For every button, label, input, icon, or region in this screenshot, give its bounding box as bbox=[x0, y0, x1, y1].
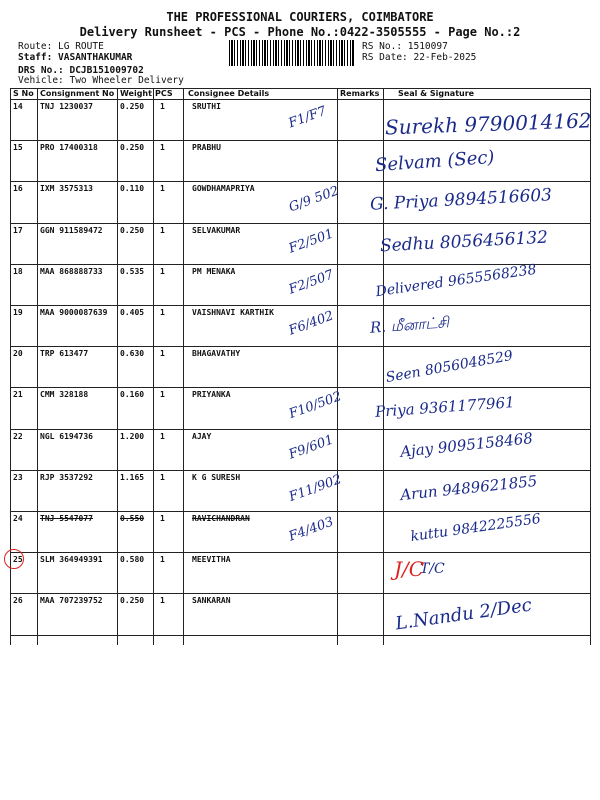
row-consignment-no: SLM 364949391 bbox=[40, 555, 103, 565]
row-signature-handwritten: R. மீனாட்சி bbox=[369, 313, 450, 337]
row-remark-handwritten: F9/601 bbox=[286, 432, 336, 463]
barcode bbox=[229, 40, 355, 66]
row-weight: 0.630 bbox=[120, 349, 145, 359]
row-consignee: BHAGAVATHY bbox=[192, 349, 241, 359]
table-rule bbox=[10, 305, 590, 306]
row-consignee: SRUTHI bbox=[192, 102, 221, 111]
row-remark-handwritten: F4/403 bbox=[286, 514, 336, 545]
row-pcs: 1 bbox=[160, 266, 165, 276]
col-header-pcs: PCS bbox=[155, 89, 173, 98]
red-handwritten-mark: J/C bbox=[394, 557, 425, 581]
row-signature-handwritten: Seen 8056048529 bbox=[384, 348, 515, 387]
row-weight: 0.250 bbox=[120, 102, 145, 111]
row-pcs: 1 bbox=[160, 102, 165, 111]
vehicle-label: Vehicle: Two Wheeler Delivery bbox=[18, 75, 184, 86]
row-sno: 15 bbox=[13, 143, 23, 153]
row-sno: 21 bbox=[13, 390, 23, 400]
col-header-remarks: Remarks bbox=[340, 89, 380, 98]
table-column-rule bbox=[590, 88, 591, 645]
row-remark-handwritten: F10/502 bbox=[287, 389, 344, 423]
row-sno: 16 bbox=[13, 184, 23, 194]
row-weight: 0.110 bbox=[120, 184, 145, 194]
company-title: THE PROFESSIONAL COURIERS, COIMBATORE bbox=[166, 10, 434, 24]
row-sno: 25 bbox=[13, 555, 23, 565]
row-pcs: 1 bbox=[160, 472, 165, 482]
row-sno: 14 bbox=[13, 102, 23, 111]
row-pcs: 1 bbox=[160, 390, 165, 400]
table-rule bbox=[10, 552, 590, 553]
row-consignment-no: MAA 707239752 bbox=[40, 596, 103, 606]
row-sno: 20 bbox=[13, 349, 23, 359]
row-signature-handwritten: T/C bbox=[420, 561, 445, 578]
row-weight: 0.160 bbox=[120, 390, 145, 400]
row-signature-handwritten: Surekh 9790014162 bbox=[384, 108, 592, 140]
row-consignee: PRABHU bbox=[192, 143, 221, 153]
table-column-rule bbox=[37, 88, 38, 645]
row-consignee: MEEVITHA bbox=[192, 555, 231, 565]
table-rule bbox=[10, 635, 590, 636]
row-consignment-no: IXM 3575313 bbox=[40, 184, 93, 194]
table-rule bbox=[10, 264, 590, 265]
rs-number: RS No.: 1510097 bbox=[362, 41, 448, 52]
row-remark-handwritten: G/9 502 bbox=[287, 183, 341, 216]
table-column-rule bbox=[337, 88, 338, 645]
row-signature-handwritten: Ajay 9095158468 bbox=[399, 428, 534, 461]
row-pcs: 1 bbox=[160, 596, 165, 606]
row-sno: 23 bbox=[13, 472, 23, 482]
row-consignment-no: PRO 17400318 bbox=[40, 143, 98, 153]
row-consignment-no: TRP 613477 bbox=[40, 349, 89, 359]
row-consignment-no: RJP 3537292 bbox=[40, 472, 93, 482]
row-pcs: 1 bbox=[160, 555, 165, 565]
row-weight: 0.250 bbox=[120, 143, 145, 153]
row-weight: 1.165 bbox=[120, 472, 145, 482]
row-signature-handwritten: Delivered 9655568238 bbox=[374, 261, 538, 301]
row-pcs: 1 bbox=[160, 308, 165, 317]
drs-number: DRS No.: DCJB151009702 bbox=[18, 65, 144, 76]
row-pcs: 1 bbox=[160, 431, 165, 441]
route-label: Route: LG ROUTE bbox=[18, 41, 104, 52]
row-signature-handwritten: Selvam (Sec) bbox=[374, 147, 496, 177]
row-consignee: AJAY bbox=[192, 431, 212, 441]
runsheet-subtitle: Delivery Runsheet - PCS - Phone No.:0422-3505555 - Page No.:2 bbox=[79, 25, 521, 39]
row-consignment-no: NGL 6194736 bbox=[40, 431, 93, 441]
row-remark-handwritten: F2/507 bbox=[286, 267, 336, 298]
row-remark-handwritten: F2/501 bbox=[286, 226, 336, 257]
col-header-sno: S No bbox=[13, 89, 34, 98]
row-pcs: 1 bbox=[160, 143, 165, 153]
row-consignment-no: MAA 9000087639 bbox=[40, 308, 108, 317]
row-pcs: 1 bbox=[160, 225, 165, 235]
table-column-rule bbox=[183, 88, 184, 645]
row-remark-handwritten: F11/902 bbox=[287, 471, 344, 505]
row-pcs: 1 bbox=[160, 514, 165, 523]
table-column-rule bbox=[153, 88, 154, 645]
row-weight: 0.405 bbox=[120, 308, 145, 317]
rs-date: RS Date: 22-Feb-2025 bbox=[362, 52, 477, 63]
row-consignee: K G SURESH bbox=[192, 472, 241, 482]
table-rule bbox=[10, 223, 590, 224]
row-remark-handwritten: F6/402 bbox=[286, 308, 336, 339]
table-rule bbox=[10, 429, 590, 430]
row-consignment-no: MAA 868888733 bbox=[40, 266, 103, 276]
col-header-consignee: Consignee Details bbox=[188, 89, 270, 98]
row-consignee: SELVAKUMAR bbox=[192, 225, 241, 235]
row-sno: 24 bbox=[13, 514, 23, 523]
row-pcs: 1 bbox=[160, 184, 165, 194]
row-consignee: PM MENAKA bbox=[192, 266, 236, 276]
row-consignment-no: CMM 328188 bbox=[40, 390, 89, 400]
row-signature-handwritten: G. Priya 9894516603 bbox=[369, 185, 553, 216]
row-consignee: VAISHNAVI KARTHIK bbox=[192, 308, 274, 317]
row-consignee: RAVICHANDRAN bbox=[192, 514, 250, 523]
row-consignee: PRIYANKA bbox=[192, 390, 231, 400]
table-rule bbox=[10, 346, 590, 347]
table-rule bbox=[10, 181, 590, 182]
table-rule bbox=[10, 99, 590, 100]
row-weight: 1.200 bbox=[120, 431, 145, 441]
table-rule bbox=[10, 140, 590, 141]
table-column-rule bbox=[117, 88, 118, 645]
table-rule bbox=[10, 470, 590, 471]
row-signature-handwritten: Priya 9361177961 bbox=[374, 393, 516, 422]
row-consignee: GOWDHAMAPRIYA bbox=[192, 184, 255, 194]
row-signature-handwritten: L.Nandu 2/Dec bbox=[394, 594, 534, 635]
row-signature-handwritten: Arun 9489621855 bbox=[399, 471, 539, 504]
row-signature-handwritten: Sedhu 8056456132 bbox=[379, 227, 549, 256]
table-rule bbox=[10, 593, 590, 594]
row-sno: 26 bbox=[13, 596, 23, 606]
table-rule bbox=[10, 511, 590, 512]
row-signature-handwritten: kuttu 9842225556 bbox=[409, 510, 542, 546]
row-sno: 19 bbox=[13, 308, 23, 317]
staff-label: Staff: VASANTHAKUMAR bbox=[18, 52, 133, 63]
row-weight: 0.550 bbox=[120, 514, 145, 523]
row-weight: 0.250 bbox=[120, 225, 145, 235]
row-sno: 18 bbox=[13, 266, 23, 276]
row-sno: 17 bbox=[13, 225, 23, 235]
row-consignee: SANKARAN bbox=[192, 596, 231, 606]
row-weight: 0.535 bbox=[120, 266, 145, 276]
col-header-consignment: Consignment No bbox=[40, 89, 115, 98]
table-rule bbox=[10, 387, 590, 388]
row-weight: 0.250 bbox=[120, 596, 145, 606]
red-circle-mark bbox=[4, 549, 24, 569]
row-remark-handwritten: F1/F7 bbox=[286, 103, 329, 132]
row-consignment-no: TNJ 1230037 bbox=[40, 102, 93, 111]
col-header-seal: Seal & Signature bbox=[398, 89, 475, 98]
row-consignment-no: GGN 911589472 bbox=[40, 225, 103, 235]
row-weight: 0.580 bbox=[120, 555, 145, 565]
row-pcs: 1 bbox=[160, 349, 165, 359]
row-consignment-no: TNJ 5547077 bbox=[40, 514, 93, 523]
row-sno: 22 bbox=[13, 431, 23, 441]
col-header-weight: Weight bbox=[120, 89, 152, 98]
